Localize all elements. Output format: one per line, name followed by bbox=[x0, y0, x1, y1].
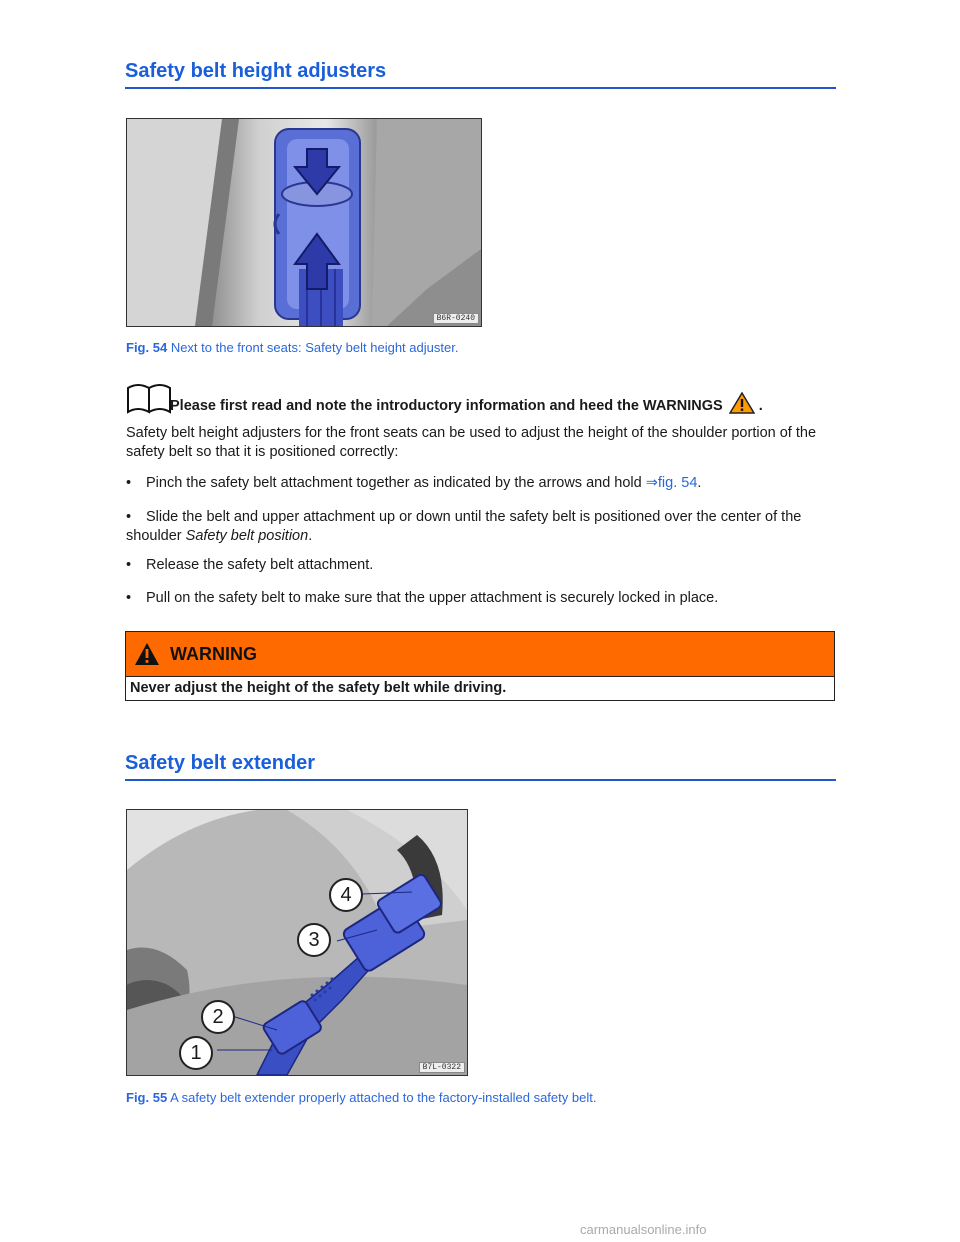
warning-triangle-icon bbox=[729, 392, 755, 414]
bullet-text: Slide the belt and upper attachment up or down until the safety belt is positioned over the center of the shoulder bbox=[126, 509, 802, 544]
caption-text: A safety belt extender properly attached to the factory-installed safety belt. bbox=[170, 1090, 597, 1105]
intro-text: Please first read and note the introductory information and heed the WARNINGS bbox=[170, 398, 723, 414]
figure-55 bbox=[126, 809, 468, 1076]
intro-end: . bbox=[758, 398, 763, 414]
bullet-item bbox=[126, 508, 836, 546]
warning-label: WARNING bbox=[170, 643, 257, 664]
callout-2: 2 bbox=[201, 1000, 235, 1034]
bullet-item bbox=[126, 556, 836, 575]
warning-header bbox=[126, 632, 834, 676]
warning-text: Never adjust the height of the safety belt while driving. bbox=[126, 676, 834, 700]
bullet-tail: . bbox=[308, 528, 313, 544]
caption-text: Next to the front seats: Safety belt height adjuster. bbox=[170, 340, 459, 355]
figure-54-caption bbox=[126, 340, 458, 355]
bullet-dot: • bbox=[126, 557, 132, 573]
warning-icon bbox=[134, 642, 160, 666]
intro-note bbox=[126, 380, 763, 414]
caption-number: Fig. 55 bbox=[126, 1090, 168, 1105]
section-title-belt-extender: Safety belt extender bbox=[125, 752, 836, 781]
bullet-dot: • bbox=[126, 590, 132, 606]
figure-54 bbox=[126, 118, 482, 327]
bullet-item bbox=[126, 589, 836, 608]
bullet-text: Pinch the safety belt attachment together as indicated by the arrows and hold bbox=[146, 475, 642, 491]
bullet-dot: • bbox=[126, 509, 132, 525]
bullet-tail: . bbox=[697, 475, 702, 491]
safety-belt-position-link[interactable]: Safety belt position bbox=[185, 528, 309, 544]
bullet-text: Pull on the safety belt to make sure that the upper attachment is securely locked in place. bbox=[146, 590, 719, 606]
bullet-text: Release the safety belt attachment. bbox=[146, 557, 374, 573]
bullet-dot: • bbox=[126, 475, 132, 491]
figure-code: B6R-0240 bbox=[433, 313, 479, 324]
figure-55-caption bbox=[126, 1090, 596, 1105]
callout-1: 1 bbox=[179, 1036, 213, 1070]
callout-4: 4 bbox=[329, 878, 363, 912]
callout-3: 3 bbox=[297, 923, 331, 957]
bullet-item bbox=[126, 474, 836, 493]
footer-watermark: carmanualsonline.info bbox=[580, 1222, 707, 1237]
intro-paragraph: Safety belt height adjusters for the front seats can be used to adjust the height of the shoulder portion of the safety belt so that it is positioned correctly: bbox=[126, 425, 817, 460]
section-title-height-adjusters: Safety belt height adjusters bbox=[125, 60, 836, 89]
height-adjuster-illustration bbox=[127, 119, 481, 326]
caption-number: Fig. 54 bbox=[126, 340, 168, 355]
figure-code: B7L-0322 bbox=[419, 1062, 465, 1073]
fig-54-link[interactable]: ⇒fig. 54 bbox=[645, 475, 698, 491]
book-icon bbox=[126, 380, 172, 414]
warning-box bbox=[125, 631, 835, 701]
